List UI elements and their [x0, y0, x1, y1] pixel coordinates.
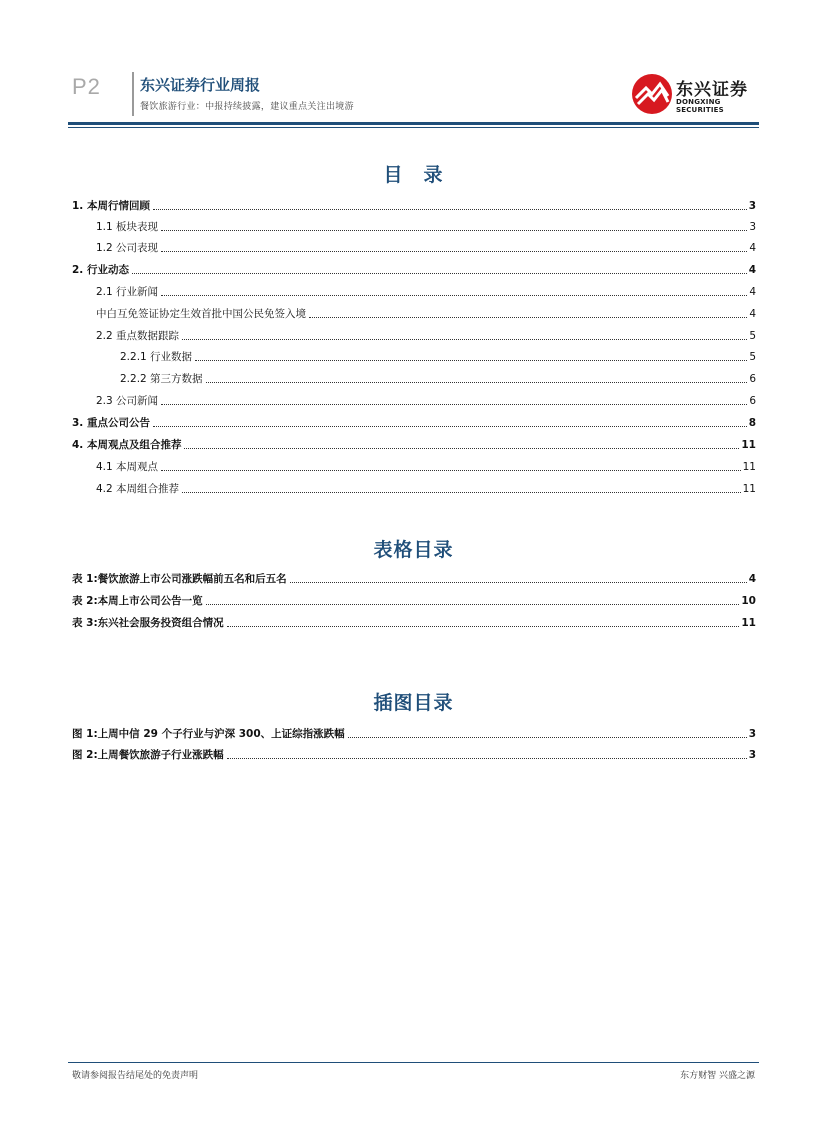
table-toc-entry[interactable]: [72, 572, 756, 586]
toc-entry-label: 图 2:上周餐饮旅游子行业涨跌幅: [72, 749, 224, 761]
toc-entry-label: 表 2:本周上市公司公告一览: [72, 595, 203, 607]
toc-entry-page: 6: [749, 373, 756, 385]
toc-entry[interactable]: [120, 372, 756, 386]
toc-entry-page: 5: [749, 351, 756, 363]
toc-entry[interactable]: [72, 263, 756, 277]
leader-dots: [182, 339, 747, 340]
leader-dots: [132, 273, 747, 274]
page-number: P2: [72, 74, 101, 99]
toc-entry-label: 中白互免签证协定生效首批中国公民免签入境: [96, 308, 306, 320]
toc-entry[interactable]: [120, 350, 756, 364]
leader-dots: [227, 626, 740, 627]
toc-entry-label: 2.2 重点数据跟踪: [96, 330, 180, 342]
leader-dots: [309, 317, 747, 318]
leader-dots: [348, 737, 747, 738]
toc-entry[interactable]: [72, 416, 756, 430]
leader-dots: [153, 209, 747, 210]
logo-emblem-icon: [630, 72, 674, 116]
leader-dots: [290, 582, 747, 583]
header-separator: [132, 72, 134, 116]
table-toc-entry[interactable]: [72, 616, 756, 630]
leader-dots: [161, 470, 741, 471]
report-title: 东兴证券行业周报: [140, 76, 261, 94]
toc-entry-page: 11: [742, 483, 756, 495]
toc-entry-page: 3: [748, 728, 756, 740]
toc-entry[interactable]: [96, 241, 756, 255]
toc-entry-page: 6: [749, 395, 756, 407]
toc-entry-label: 2.1 行业新闻: [96, 286, 159, 298]
toc-entry-label: 表 3:东兴社会服务投资组合情况: [72, 617, 224, 629]
report-subtitle: 餐饮旅游行业：中报持续披露，建议重点关注出境游: [140, 102, 354, 112]
leader-dots: [184, 448, 739, 449]
toc-entry-label: 2.2.1 行业数据: [120, 351, 193, 363]
toc-entry[interactable]: [72, 438, 756, 452]
toc-entry-page: 4: [749, 242, 756, 254]
logo-text-cn: 东兴证券: [676, 80, 748, 100]
toc-entry[interactable]: [96, 394, 756, 408]
tables-toc-title: 表格目录: [373, 539, 454, 561]
toc-entry-page: 11: [741, 439, 756, 451]
logo-text-en: DONGXING SECURITIES: [676, 98, 724, 114]
toc-entry-label: 4.2 本周组合推荐: [96, 483, 180, 495]
leader-dots: [206, 604, 740, 605]
toc-entry-label: 4. 本周观点及组合推荐: [72, 439, 182, 451]
footer-rule: [68, 1062, 759, 1063]
toc-entry-label: 表 1:餐饮旅游上市公司涨跌幅前五名和后五名: [72, 573, 287, 585]
company-logo: [630, 72, 760, 116]
toc-entry-page: 3: [748, 200, 756, 212]
toc-entry[interactable]: [96, 460, 756, 474]
leader-dots: [195, 360, 747, 361]
toc-entry-page: 4: [748, 264, 756, 276]
toc-entry[interactable]: [96, 307, 756, 321]
toc-title: 目 录: [383, 164, 444, 186]
toc-entry-page: 8: [748, 417, 756, 429]
toc-entry-page: 11: [741, 617, 756, 629]
header-rule-thin: [68, 127, 759, 128]
toc-entry-label: 2.3 公司新闻: [96, 395, 159, 407]
toc-entry-label: 1.1 板块表现: [96, 221, 159, 233]
toc-entry-page: 3: [748, 749, 756, 761]
leader-dots: [161, 230, 747, 231]
footer-disclaimer-note: 敬请参阅报告结尾处的免责声明: [72, 1071, 199, 1081]
toc-entry-page: 4: [748, 573, 756, 585]
leader-dots: [182, 492, 741, 493]
toc-entry-page: 10: [741, 595, 756, 607]
toc-entry-page: 4: [749, 308, 756, 320]
leader-dots: [153, 426, 747, 427]
leader-dots: [161, 404, 747, 405]
figure-toc-entry[interactable]: [72, 727, 756, 741]
footer-slogan: 东方财智 兴盛之源: [680, 1071, 755, 1081]
header-rule: [68, 122, 759, 125]
toc-entry[interactable]: [96, 329, 756, 343]
toc-entry-page: 11: [742, 461, 756, 473]
toc-entry-page: 5: [749, 330, 756, 342]
figure-toc-entry[interactable]: [72, 748, 756, 762]
toc-entry-label: 图 1:上周中信 29 个子行业与沪深 300、上证综指涨跌幅: [72, 728, 345, 740]
toc-entry-page: 3: [749, 221, 756, 233]
toc-entry-label: 3. 重点公司公告: [72, 417, 150, 429]
toc-entry-page: 4: [749, 286, 756, 298]
leader-dots: [161, 251, 747, 252]
leader-dots: [227, 758, 747, 759]
toc-entry[interactable]: [96, 285, 756, 299]
toc-entry[interactable]: [96, 220, 756, 234]
leader-dots: [161, 295, 747, 296]
toc-entry-label: 1.2 公司表现: [96, 242, 159, 254]
toc-entry[interactable]: [96, 482, 756, 496]
figures-toc-title: 插图目录: [373, 692, 454, 714]
toc-entry-label: 2.2.2 第三方数据: [120, 373, 203, 385]
toc-entry-label: 4.1 本周观点: [96, 461, 159, 473]
leader-dots: [206, 382, 748, 383]
toc-entry[interactable]: [72, 199, 756, 213]
table-toc-entry[interactable]: [72, 594, 756, 608]
toc-entry-label: 1. 本周行情回顾: [72, 200, 150, 212]
toc-entry-label: 2. 行业动态: [72, 264, 129, 276]
